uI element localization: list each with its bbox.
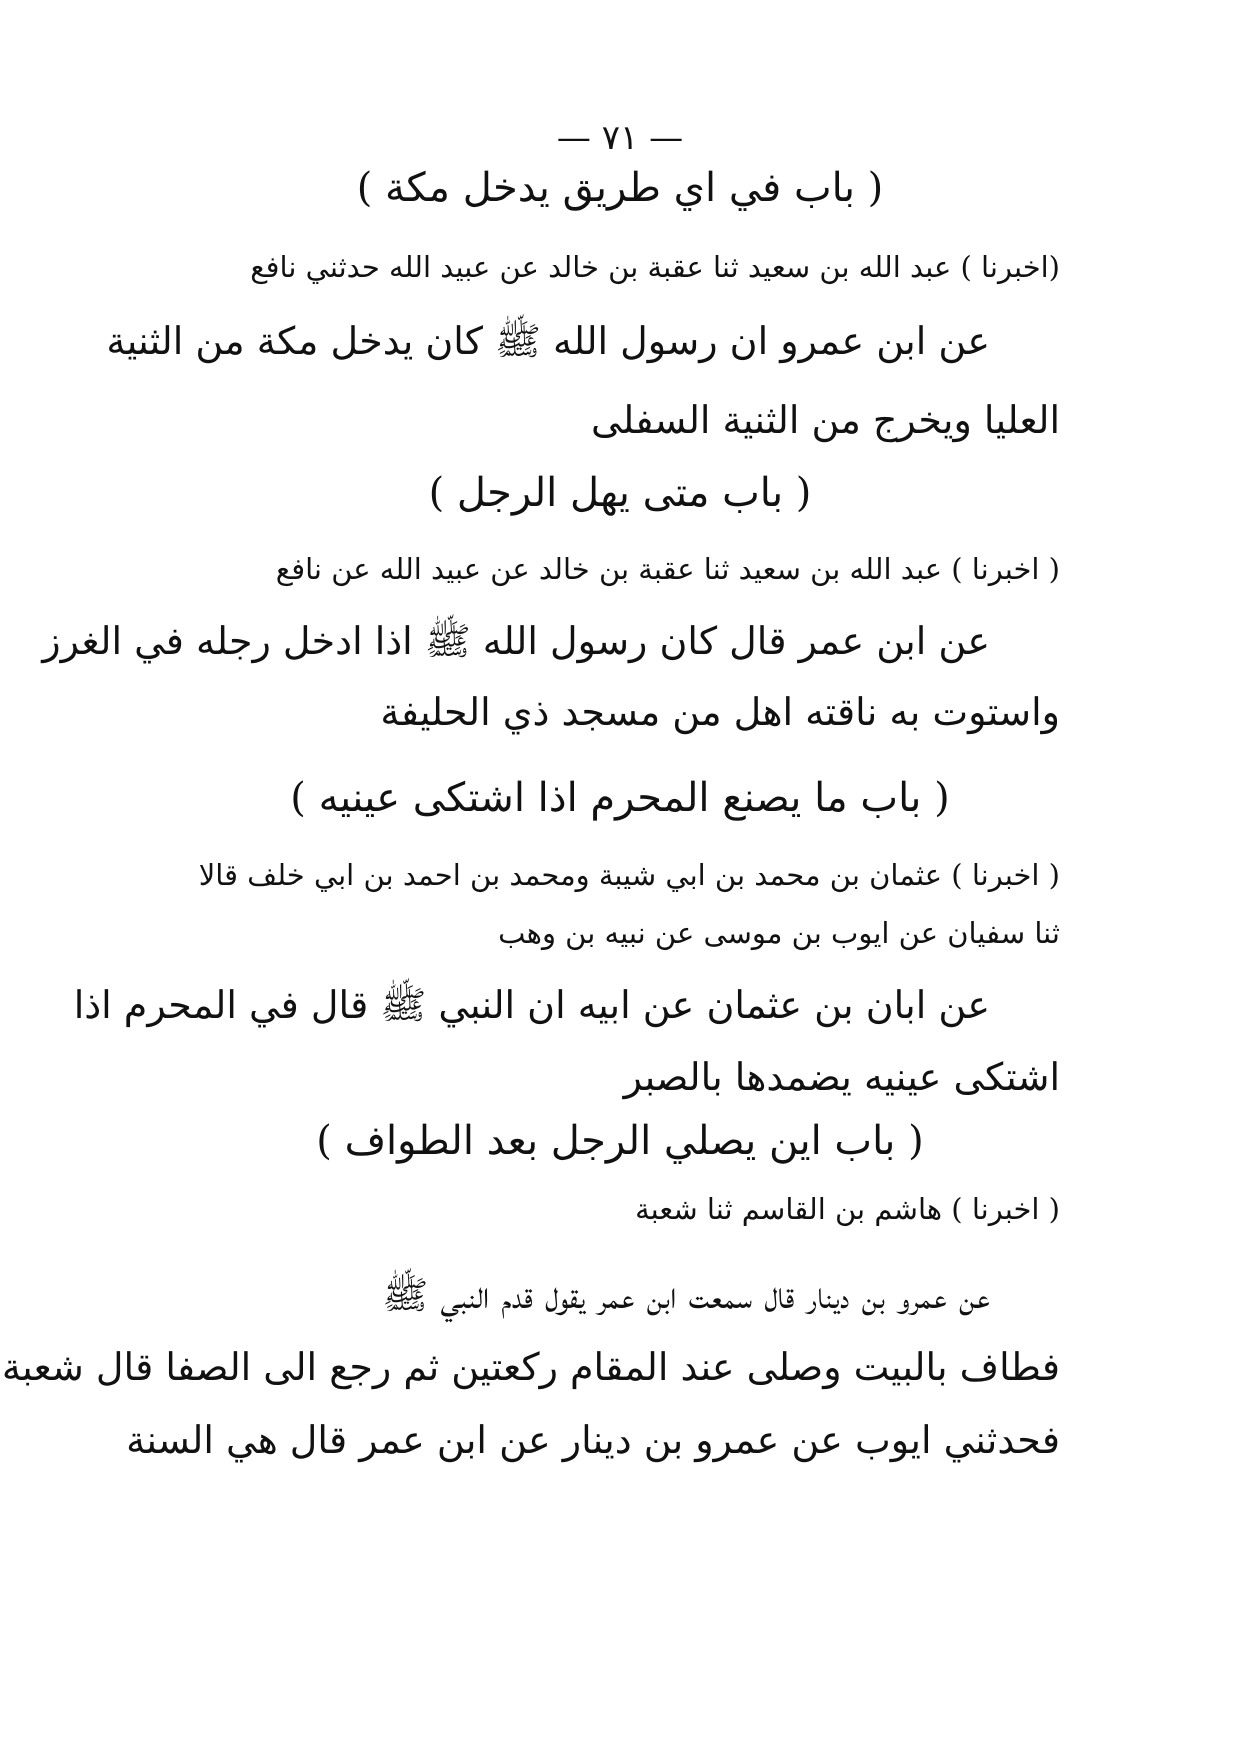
chapter-heading: ( باب اين يصلي الرجل بعد الطواف ) xyxy=(316,1118,924,1164)
matn-line: عن ابان بن عثمان عن ابيه ان النبي ﷺ قال في المحرم اذا xyxy=(73,983,990,1027)
isnad-line: ثنا سفيان عن ايوب بن موسى عن نبيه بن وهب xyxy=(498,916,1060,950)
matn-line: فحدثني ايوب عن عمرو بن دينار عن ابن عمر قال هي السنة xyxy=(126,1418,1060,1462)
isnad-line: ( اخبرنا ) هاشم بن القاسم ثنا شعبة xyxy=(635,1192,1060,1226)
matn-line: اشتكى عينيه يضمدها بالصبر xyxy=(623,1055,1060,1099)
chapter-heading: ( باب في اي طريق يدخل مكة ) xyxy=(356,165,884,211)
isnad-line: (اخبرنا ) عبد الله بن سعيد ثنا عقبة بن خالد عن عبيد الله حدثني نافع xyxy=(250,250,1060,284)
isnad-line: ( اخبرنا ) عبد الله بن سعيد ثنا عقبة بن خالد عن عبيد الله عن نافع xyxy=(275,552,1060,586)
matn-line: عن ابن عمرو ان رسول الله ﷺ كان يدخل مكة من الثنية xyxy=(106,319,990,363)
matn-line: فطاف بالبيت وصلى عند المقام ركعتين ثم رجع الى الصفا قال شعبة xyxy=(1,1345,1060,1389)
isnad-line: ( اخبرنا ) عثمان بن محمد بن ابي شيبة ومحمد بن احمد بن ابي خلف قالا xyxy=(198,858,1060,892)
chapter-heading: ( باب متى يهل الرجل ) xyxy=(428,470,812,516)
page-number: — ٧١ — xyxy=(556,118,684,158)
matn-line: عن عمرو بن دينار قال سمعت ابن عمر يقول قدم النبي ﷺ xyxy=(382,1273,990,1317)
matn-line: واستوت به ناقته اهل من مسجد ذي الحليفة xyxy=(380,690,1060,734)
chapter-heading: ( باب ما يصنع المحرم اذا اشتكى عينيه ) xyxy=(290,775,950,821)
matn-line: عن ابن عمر قال كان رسول الله ﷺ اذا ادخل رجله في الغرز xyxy=(42,619,990,663)
matn-line: العليا ويخرج من الثنية السفلى xyxy=(590,398,1060,442)
